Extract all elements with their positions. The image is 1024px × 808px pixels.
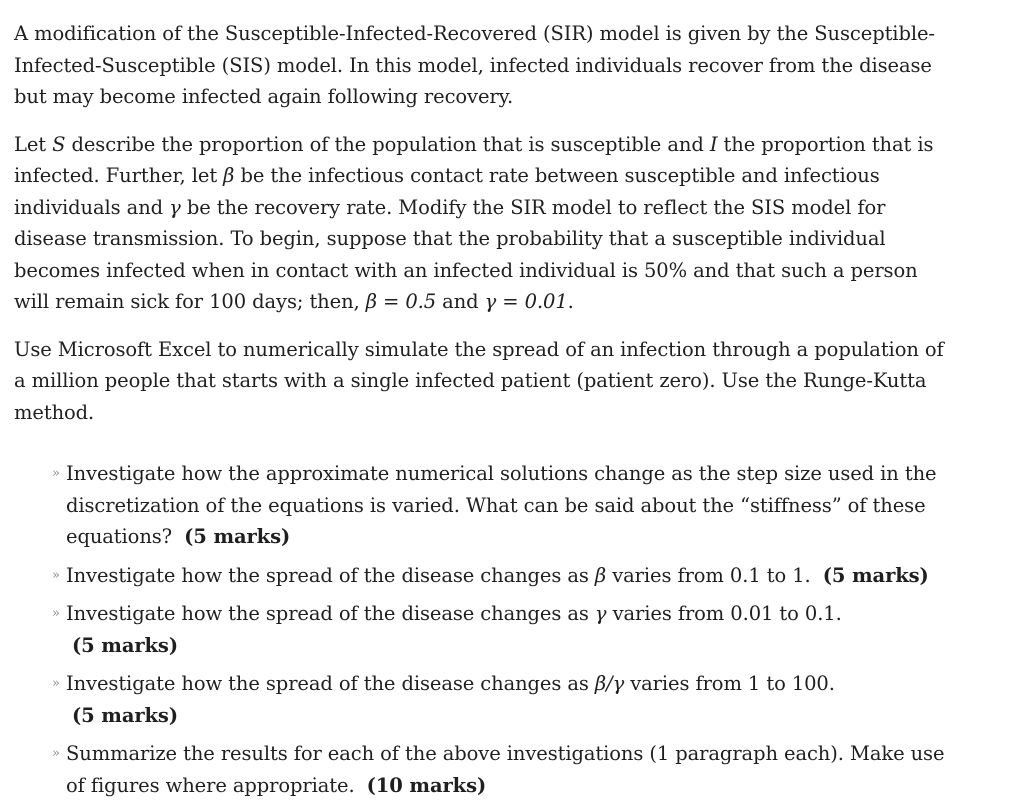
bullet-icon: » xyxy=(52,676,60,691)
task-marks: (5 marks) xyxy=(184,525,291,548)
bullet-icon: » xyxy=(52,746,60,761)
bullet-icon: » xyxy=(52,606,60,621)
task-text: Summarize the results for each of the above investigations (1 paragraph each). Make use of figures where appropriate. xyxy=(66,742,945,797)
variable-ratio: β/γ xyxy=(594,672,625,695)
text: be the infectious contact rate between susceptible and infectious individuals and xyxy=(14,164,880,219)
variable-i: I xyxy=(709,132,718,156)
variable-s: S xyxy=(52,132,66,156)
task-marks: (10 marks) xyxy=(366,773,487,797)
task-marks: (5 marks) xyxy=(822,563,929,587)
intro-paragraph-2 xyxy=(14,129,954,318)
equation-beta: β = 0.5 xyxy=(365,290,437,313)
task-item-2 xyxy=(14,560,954,592)
task-item-5 xyxy=(14,738,954,801)
intro-paragraph-3: Use Microsoft Excel to numerically simulate the spread of an infection through a population of a million people that starts with a single infected patient (patient zero). Use the Runge-Kutta method. xyxy=(14,337,944,424)
text: and xyxy=(436,290,485,313)
task-text: varies from 0.1 to 1. xyxy=(606,563,811,587)
variable-gamma: γ xyxy=(169,195,181,219)
task-item-4 xyxy=(14,668,954,731)
intro-paragraph-1: A modification of the Susceptible-Infected-Recovered (SIR) model is given by the Susceptible-Infected-Susceptible (SIS) model. In this model, infected individuals recover from the disease but may become infected again following recovery. xyxy=(14,22,935,108)
task-marks: (5 marks) xyxy=(72,633,178,657)
task-text: Investigate how the spread of the disease changes as xyxy=(66,602,595,625)
variable-beta: β xyxy=(594,563,607,587)
text: describe the proportion of the population that is susceptible and xyxy=(65,132,710,156)
variable-beta: β xyxy=(223,164,235,187)
variable-gamma: γ xyxy=(594,602,607,625)
text: Let xyxy=(14,132,53,156)
problem-statement xyxy=(14,18,954,808)
task-text: varies from 0.01 to 0.1. xyxy=(606,602,842,625)
text: be the recovery rate. Modify the SIR model to reflect the SIS model for disease transmission. To begin, suppose that the probability that a susceptible individual becomes infected when in contact with an infected individual is 50% and that such a person will remain sick for 100 days; then, xyxy=(14,195,918,313)
task-text: varies from 1 to 100. xyxy=(624,672,835,695)
bullet-icon: » xyxy=(52,567,60,583)
task-list xyxy=(14,458,954,801)
task-text: Investigate how the spread of the disease changes as xyxy=(66,672,595,695)
task-item-1 xyxy=(14,458,954,553)
task-marks: (5 marks) xyxy=(72,703,178,727)
task-item-3 xyxy=(14,598,954,661)
task-text: Investigate how the spread of the disease changes as xyxy=(66,563,595,587)
text: . xyxy=(567,290,574,313)
text: the proportion that is infected. Further, let xyxy=(14,132,934,187)
bullet-icon: » xyxy=(52,466,60,481)
equation-gamma: γ = 0.01 xyxy=(484,290,568,313)
task-text: Investigate how the approximate numerical solutions change as the step size used in the discretization of the equations is varied. What can be said about the “stiffness” of these equations? xyxy=(66,462,937,548)
